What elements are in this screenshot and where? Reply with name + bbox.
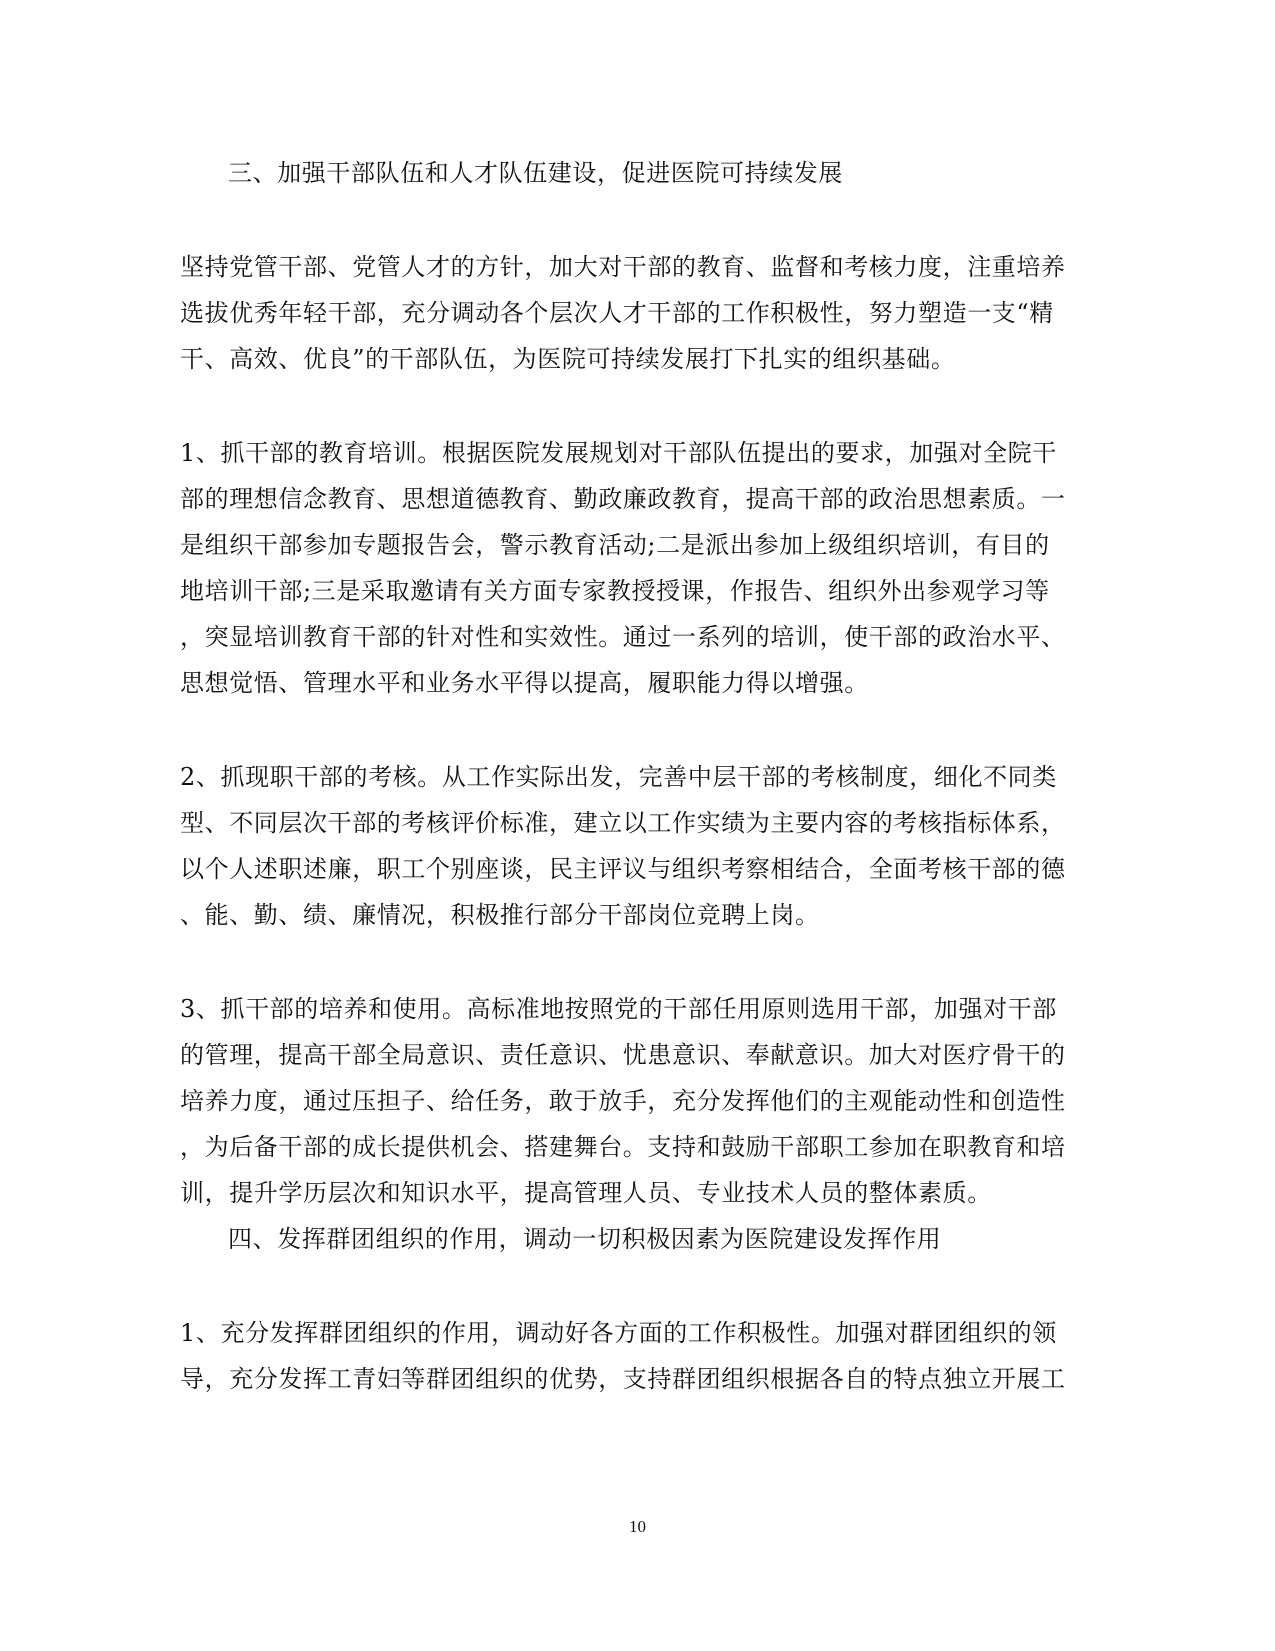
- section-heading-3: 三、加强干部队伍和人才队伍建设，促进医院可持续发展: [228, 159, 843, 187]
- section-heading-4: 四、发挥群团组织的作用，调动一切积极因素为医院建设发挥作用: [228, 1225, 942, 1253]
- intro-line-2: 选拔优秀年轻干部，充分调动各个层次人才干部的工作积极性，努力塑造一支“精: [180, 299, 1054, 327]
- item-2-line-4: 、能、勤、绩、廉情况，积极推行部分干部岗位竞聘上岗。: [180, 901, 820, 929]
- intro-line-1: 坚持党管干部、党管人才的方针，加大对干部的教育、监督和考核力度，注重培养: [180, 253, 1066, 281]
- item-1-line-1: 1、抓干部的教育培训。根据医院发展规划对干部队伍提出的要求，加强对全院干: [180, 439, 1057, 467]
- item-4-1-line-2: 导，充分发挥工青妇等群团组织的优势，支持群团组织根据各自的特点独立开展工: [180, 1365, 1066, 1393]
- item-3-line-5: 训，提升学历层次和知识水平，提高管理人员、专业技术人员的整体素质。: [180, 1179, 992, 1207]
- item-1-line-5: ，突显培训教育干部的针对性和实效性。通过一系列的培训，使干部的政治水平、: [180, 623, 1066, 651]
- item-2-line-1: 2、抓现职干部的考核。从工作实际出发，完善中层干部的考核制度，细化不同类: [180, 763, 1057, 791]
- item-1-line-2: 部的理想信念教育、思想道德教育、勤政廉政教育，提高干部的政治思想素质。一: [180, 485, 1066, 513]
- intro-line-3: 干、高效、优良”的干部队伍，为医院可持续发展打下扎实的组织基础。: [180, 345, 956, 373]
- item-3-line-2: 的管理，提高干部全局意识、责任意识、忧患意识、奉献意识。加大对医疗骨干的: [180, 1041, 1066, 1069]
- item-1-line-4: 地培训干部;三是采取邀请有关方面专家教授授课，作报告、组织外出参观学习等: [180, 577, 1050, 605]
- item-2-line-3: 以个人述职述廉，职工个别座谈，民主评议与组织考察相结合，全面考核干部的德: [180, 855, 1066, 883]
- page-number: 10: [629, 1517, 646, 1536]
- item-1-line-3: 是组织干部参加专题报告会，警示教育活动;二是派出参加上级组织培训，有目的: [180, 531, 1050, 559]
- item-3-line-4: ，为后备干部的成长提供机会、搭建舞台。支持和鼓励干部职工参加在职教育和培: [180, 1133, 1066, 1161]
- item-3-line-3: 培养力度，通过压担子、给任务，敢于放手，充分发挥他们的主观能动性和创造性: [180, 1087, 1066, 1115]
- item-4-1-line-1: 1、充分发挥群团组织的作用，调动好各方面的工作积极性。加强对群团组织的领: [180, 1319, 1057, 1347]
- item-3-line-1: 3、抓干部的培养和使用。高标准地按照党的干部任用原则选用干部，加强对干部: [180, 995, 1057, 1023]
- item-2-line-2: 型、不同层次干部的考核评价标准，建立以工作实绩为主要内容的考核指标体系，: [180, 809, 1066, 837]
- item-1-line-6: 思想觉悟、管理水平和业务水平得以提高，履职能力得以增强。: [180, 669, 869, 697]
